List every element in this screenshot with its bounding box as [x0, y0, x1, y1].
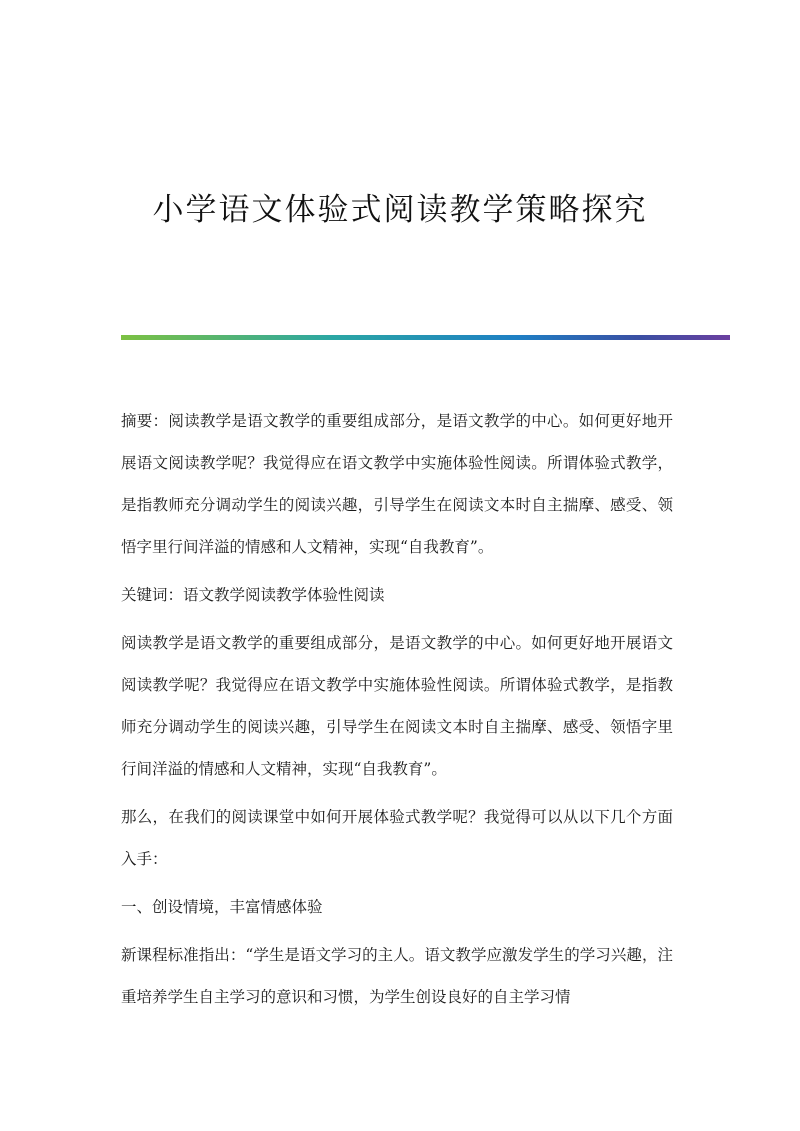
curriculum-paragraph: 新课程标准指出：“学生是语文学习的主人。语文教学应激发学生的学习兴趣，注重培养学生自主学习的意识和习惯，为学生创设良好的自主学习情: [121, 946, 673, 1006]
section-heading: 一、创设情境，丰富情感体验: [121, 898, 323, 916]
abstract-paragraph: 摘要：阅读教学是语文教学的重要组成部分，是语文教学的中心。如何更好地开展语文阅读教学呢？我觉得应在语文教学中实施体验性阅读。所谓体验式教学，是指教师充分调动学生的阅读兴趣，引导学生在阅读文本时自主揣摩、感受、领悟字里行间洋溢的情感和人文精神，实现“自我教育”。: [121, 412, 673, 556]
keywords-paragraph: 关键词：语文教学阅读教学体验性阅读: [121, 586, 385, 604]
question-paragraph: 那么，在我们的阅读课堂中如何开展体验式教学呢？我觉得可以从以下几个方面入手：: [121, 808, 673, 868]
page-title: 小学语文体验式阅读教学策略探究: [152, 192, 648, 228]
title-divider: [121, 335, 730, 340]
document-body: [121, 400, 673, 1024]
intro-paragraph: 阅读教学是语文教学的重要组成部分，是语文教学的中心。如何更好地开展语文阅读教学呢？我觉得应在语文教学中实施体验性阅读。所谓体验式教学，是指教师充分调动学生的阅读兴趣，引导学生在阅读文本时自主揣摩、感受、领悟字里行间洋溢的情感和人文精神，实现“自我教育”。: [121, 634, 673, 778]
